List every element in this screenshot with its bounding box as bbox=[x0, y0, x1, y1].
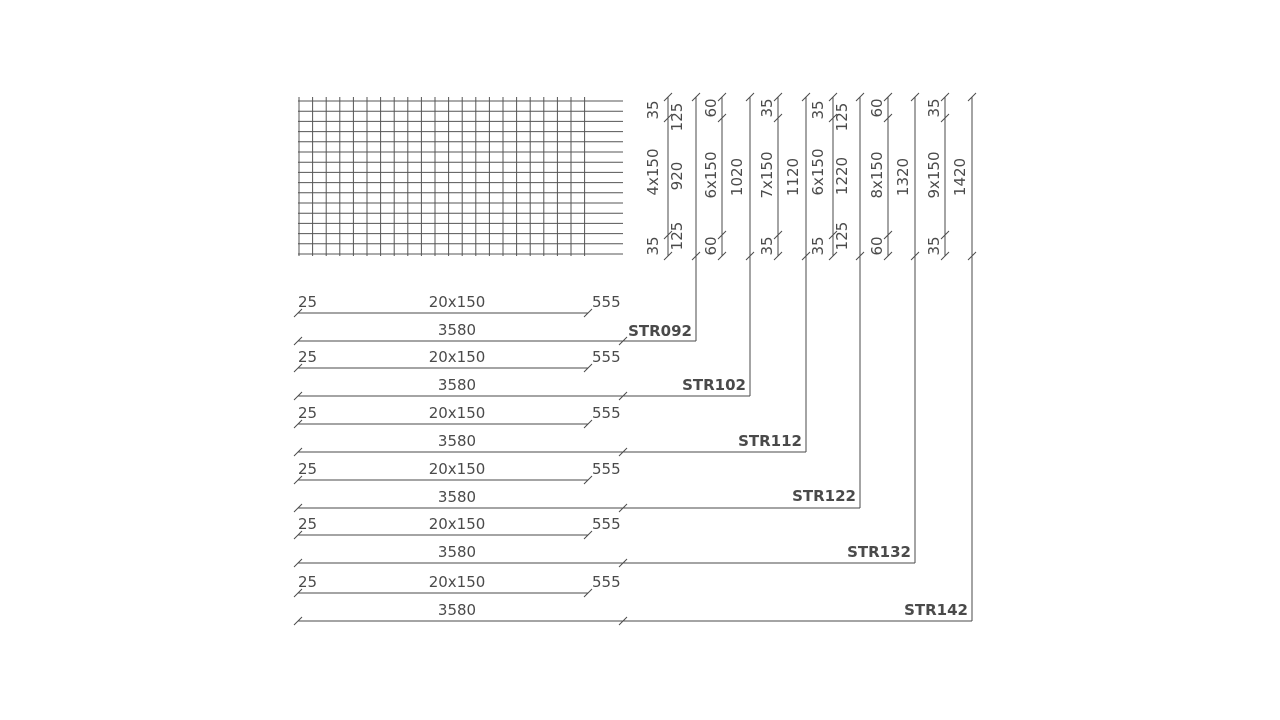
bottom-edge-label: 60 bbox=[868, 236, 886, 256]
model-code-label: STR092 bbox=[628, 322, 692, 340]
horizontal-dim-row bbox=[294, 573, 623, 625]
total-length-label: 3580 bbox=[437, 543, 477, 561]
bottom-offset-label: 125 bbox=[833, 221, 851, 251]
spacing-label: 8x150 bbox=[868, 151, 886, 199]
total-length-label: 3580 bbox=[437, 432, 477, 450]
model-str102-dims bbox=[702, 93, 754, 260]
top-edge-label: 35 bbox=[644, 100, 662, 120]
total-height-label: 1220 bbox=[833, 156, 851, 196]
horizontal-dim-row bbox=[294, 348, 623, 400]
right-overhang-label: 555 bbox=[592, 460, 621, 478]
top-edge-label: 35 bbox=[809, 100, 827, 120]
model-str112-dims bbox=[758, 93, 810, 260]
total-length-label: 3580 bbox=[437, 376, 477, 394]
total-height-label: 1420 bbox=[951, 157, 969, 197]
spacing-label: 20x150 bbox=[428, 293, 486, 311]
horizontal-dimensions bbox=[294, 293, 623, 625]
total-height-label: 1320 bbox=[894, 157, 912, 197]
total-height-label: 1020 bbox=[728, 157, 746, 197]
horizontal-dim-row bbox=[294, 404, 623, 456]
left-overhang-label: 25 bbox=[298, 515, 318, 533]
model-code-label: STR102 bbox=[682, 376, 746, 394]
vertical-dimensions bbox=[644, 93, 976, 260]
top-edge-label: 60 bbox=[702, 98, 720, 118]
right-overhang-label: 555 bbox=[592, 404, 621, 422]
spacing-label: 4x150 bbox=[644, 148, 662, 196]
total-length-label: 3580 bbox=[437, 321, 477, 339]
model-str092-dims bbox=[644, 93, 700, 260]
right-overhang-label: 555 bbox=[592, 293, 621, 311]
spacing-label: 6x150 bbox=[809, 148, 827, 196]
bottom-edge-label: 35 bbox=[809, 236, 827, 256]
mesh-grid bbox=[298, 97, 623, 256]
left-overhang-label: 25 bbox=[298, 573, 318, 591]
horizontal-dim-row bbox=[294, 460, 623, 512]
bottom-edge-label: 60 bbox=[702, 236, 720, 256]
spacing-label: 7x150 bbox=[758, 151, 776, 199]
model-leader-lines bbox=[619, 256, 972, 625]
spacing-label: 20x150 bbox=[428, 348, 486, 366]
model-code-label: STR122 bbox=[792, 487, 856, 505]
spacing-label: 20x150 bbox=[428, 573, 486, 591]
model-str132-dims bbox=[868, 93, 919, 260]
bottom-edge-label: 35 bbox=[925, 236, 943, 256]
spacing-label: 9x150 bbox=[925, 151, 943, 199]
left-overhang-label: 25 bbox=[298, 293, 318, 311]
left-overhang-label: 25 bbox=[298, 348, 318, 366]
bottom-offset-label: 125 bbox=[668, 221, 686, 251]
top-edge-label: 60 bbox=[868, 98, 886, 118]
total-height-label: 1120 bbox=[784, 157, 802, 197]
top-offset-label: 125 bbox=[833, 102, 851, 132]
spacing-label: 20x150 bbox=[428, 515, 486, 533]
top-offset-label: 125 bbox=[668, 102, 686, 132]
spacing-label: 20x150 bbox=[428, 460, 486, 478]
model-code-label: STR142 bbox=[904, 601, 968, 619]
right-overhang-label: 555 bbox=[592, 573, 621, 591]
spacing-label: 20x150 bbox=[428, 404, 486, 422]
horizontal-dim-row bbox=[294, 293, 623, 345]
right-overhang-label: 555 bbox=[592, 348, 621, 366]
model-str122-dims bbox=[809, 93, 864, 260]
top-edge-label: 35 bbox=[925, 98, 943, 118]
right-overhang-label: 555 bbox=[592, 515, 621, 533]
model-code-label: STR112 bbox=[738, 432, 802, 450]
bottom-edge-label: 35 bbox=[644, 236, 662, 256]
total-height-label: 920 bbox=[668, 161, 686, 191]
left-overhang-label: 25 bbox=[298, 404, 318, 422]
spacing-label: 6x150 bbox=[702, 151, 720, 199]
left-overhang-label: 25 bbox=[298, 460, 318, 478]
total-length-label: 3580 bbox=[437, 601, 477, 619]
bottom-edge-label: 35 bbox=[758, 236, 776, 256]
model-str142-dims bbox=[925, 93, 976, 260]
horizontal-dim-row bbox=[294, 515, 623, 567]
top-edge-label: 35 bbox=[758, 98, 776, 118]
total-length-label: 3580 bbox=[437, 488, 477, 506]
model-code-label: STR132 bbox=[847, 543, 911, 561]
